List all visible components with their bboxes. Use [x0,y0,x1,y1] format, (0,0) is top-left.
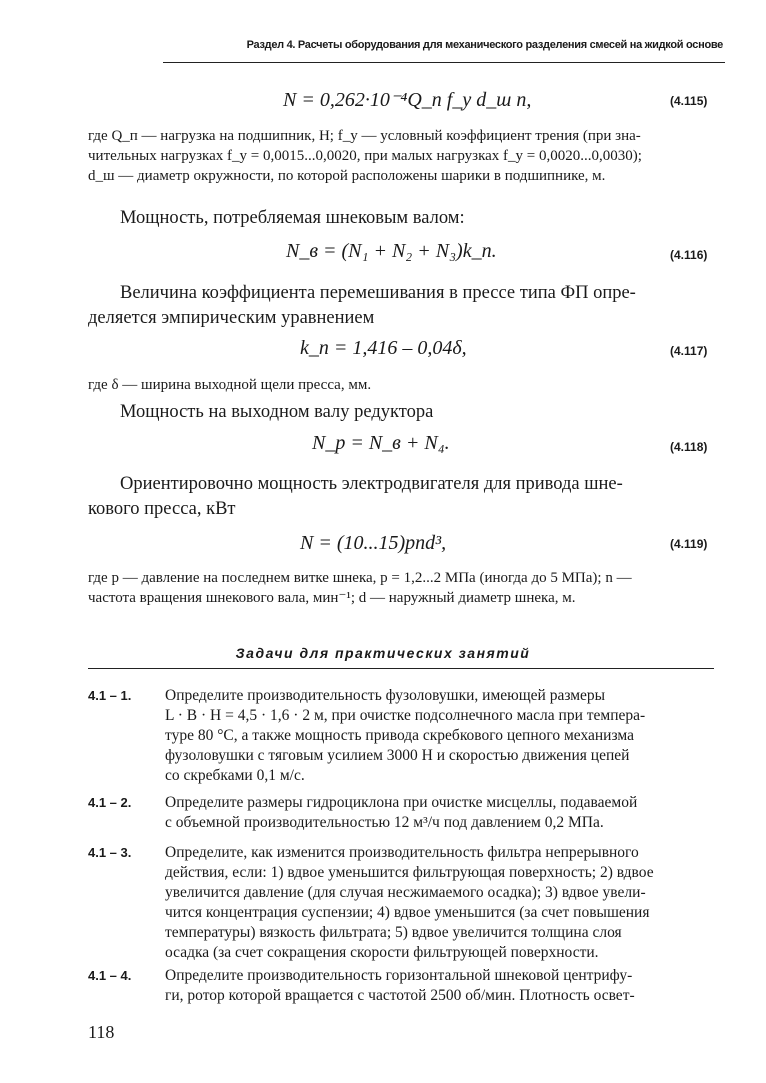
paragraph-reducer-power: Мощность на выходном валу редуктора [120,402,434,422]
text-line: частота вращения шнекового вала, мин⁻¹; d — наружный диаметр шнека, м. [88,590,576,606]
equation-number-4-119: (4.119) [670,537,708,551]
task-number: 4.1 – 2. [88,795,132,810]
text-line: температуры) вязкость фильтрата; 5) вдвое увеличится толщина слоя [165,924,622,941]
header-rule [163,62,725,63]
task-number: 4.1 – 3. [88,845,132,860]
text-line: осадка (за счет сокращения скорости фильтрующей поверхности. [165,944,599,961]
section-rule [88,668,714,669]
formula-4-116: N_в = (N₁ + N₂ + N₃)k_п. [286,240,497,262]
text-line: увеличится давление (для случая несжимаемого осадка); 3) вдвое увели- [165,884,646,901]
paragraph-shaft-power: Мощность, потребляемая шнековым валом: [120,208,465,228]
paragraph-motor-power [88,472,714,522]
paragraph-definitions-4-119 [88,568,714,608]
equation-number-4-115: (4.115) [670,94,708,108]
text-line: фузоловушки с тяговым усилием 3000 Н и скоростью движения цепей [165,747,630,764]
text-line: действия, если: 1) вдвое уменьшится фильтрующая поверхность; 2) вдвое [165,864,654,881]
text-line: чится концентрация суспензии; 4) вдвое уменьшится (за счет повышения [165,904,650,921]
paragraph-mixing-coefficient [88,281,714,331]
text-line: d_ш — диаметр окружности, по которой расположены шарики в подшипнике, м. [88,168,606,184]
task-text [165,793,713,833]
task-number: 4.1 – 1. [88,688,132,703]
equation-number-4-118: (4.118) [670,440,708,454]
task-text [165,843,713,963]
task-number: 4.1 – 4. [88,968,132,983]
formula-4-115: N = 0,262·10⁻⁴Q_п f_у d_ш n, [283,89,532,111]
section-title: Задачи для практических занятий [235,645,531,661]
text-line: с объемной производительностью 12 м³/ч под давлением 0,2 МПа. [165,814,604,831]
text-line: чительных нагрузках f_у = 0,0015...0,0020, при малых нагрузках f_у = 0,0020...0,0030); [88,148,642,164]
text-line: Определите, как изменится производительность фильтра непрерывного [165,844,639,861]
text-line: кового пресса, кВт [88,499,236,519]
text-line: Ориентировочно мощность электродвигателя для привода шне- [120,474,623,494]
equation-number-4-117: (4.117) [670,344,708,358]
formula-4-119: N = (10...15)pnd³, [300,532,447,554]
text-line: Величина коэффициента перемешивания в прессе типа ФП опре- [120,283,636,303]
text-line: со скребками 0,1 м/с. [165,767,305,784]
text-line: Определите производительность горизонтальной шнековой центрифу- [165,967,633,984]
text-line: Определите производительность фузоловушки, имеющей размеры [165,687,606,704]
text-line: ги, ротор которой вращается с частотой 2500 об/мин. Плотность освет- [165,987,635,1004]
text-line: L · B · H = 4,5 · 1,6 · 2 м, при очистке подсолнечного масла при темпера- [165,707,646,724]
equation-number-4-116: (4.116) [670,248,708,262]
page-number: 118 [88,1022,115,1042]
running-head: Раздел 4. Расчеты оборудования для механического разделения смесей на жидкой основе [246,39,723,51]
text-line: туре 80 °С, а также мощность привода скребкового цепного механизма [165,727,634,744]
text-line: где p — давление на последнем витке шнека, p = 1,2...2 МПа (иногда до 5 МПа); n — [88,570,632,586]
paragraph-gap-width: где δ — ширина выходной щели пресса, мм. [88,377,372,393]
text-line: где Q_п — нагрузка на подшипник, Н; f_у — условный коэффициент трения (при зна- [88,128,641,144]
task-text [165,686,713,786]
paragraph-definitions-4-115 [88,126,714,186]
text-line: деляется эмпирическим уравнением [88,308,375,328]
formula-4-118: N_р = N_в + N₄. [312,432,450,454]
formula-4-117: k_п = 1,416 – 0,04δ, [300,337,467,359]
text-line: Определите размеры гидроциклона при очистке мисцеллы, подаваемой [165,794,638,811]
task-text [165,966,713,1006]
